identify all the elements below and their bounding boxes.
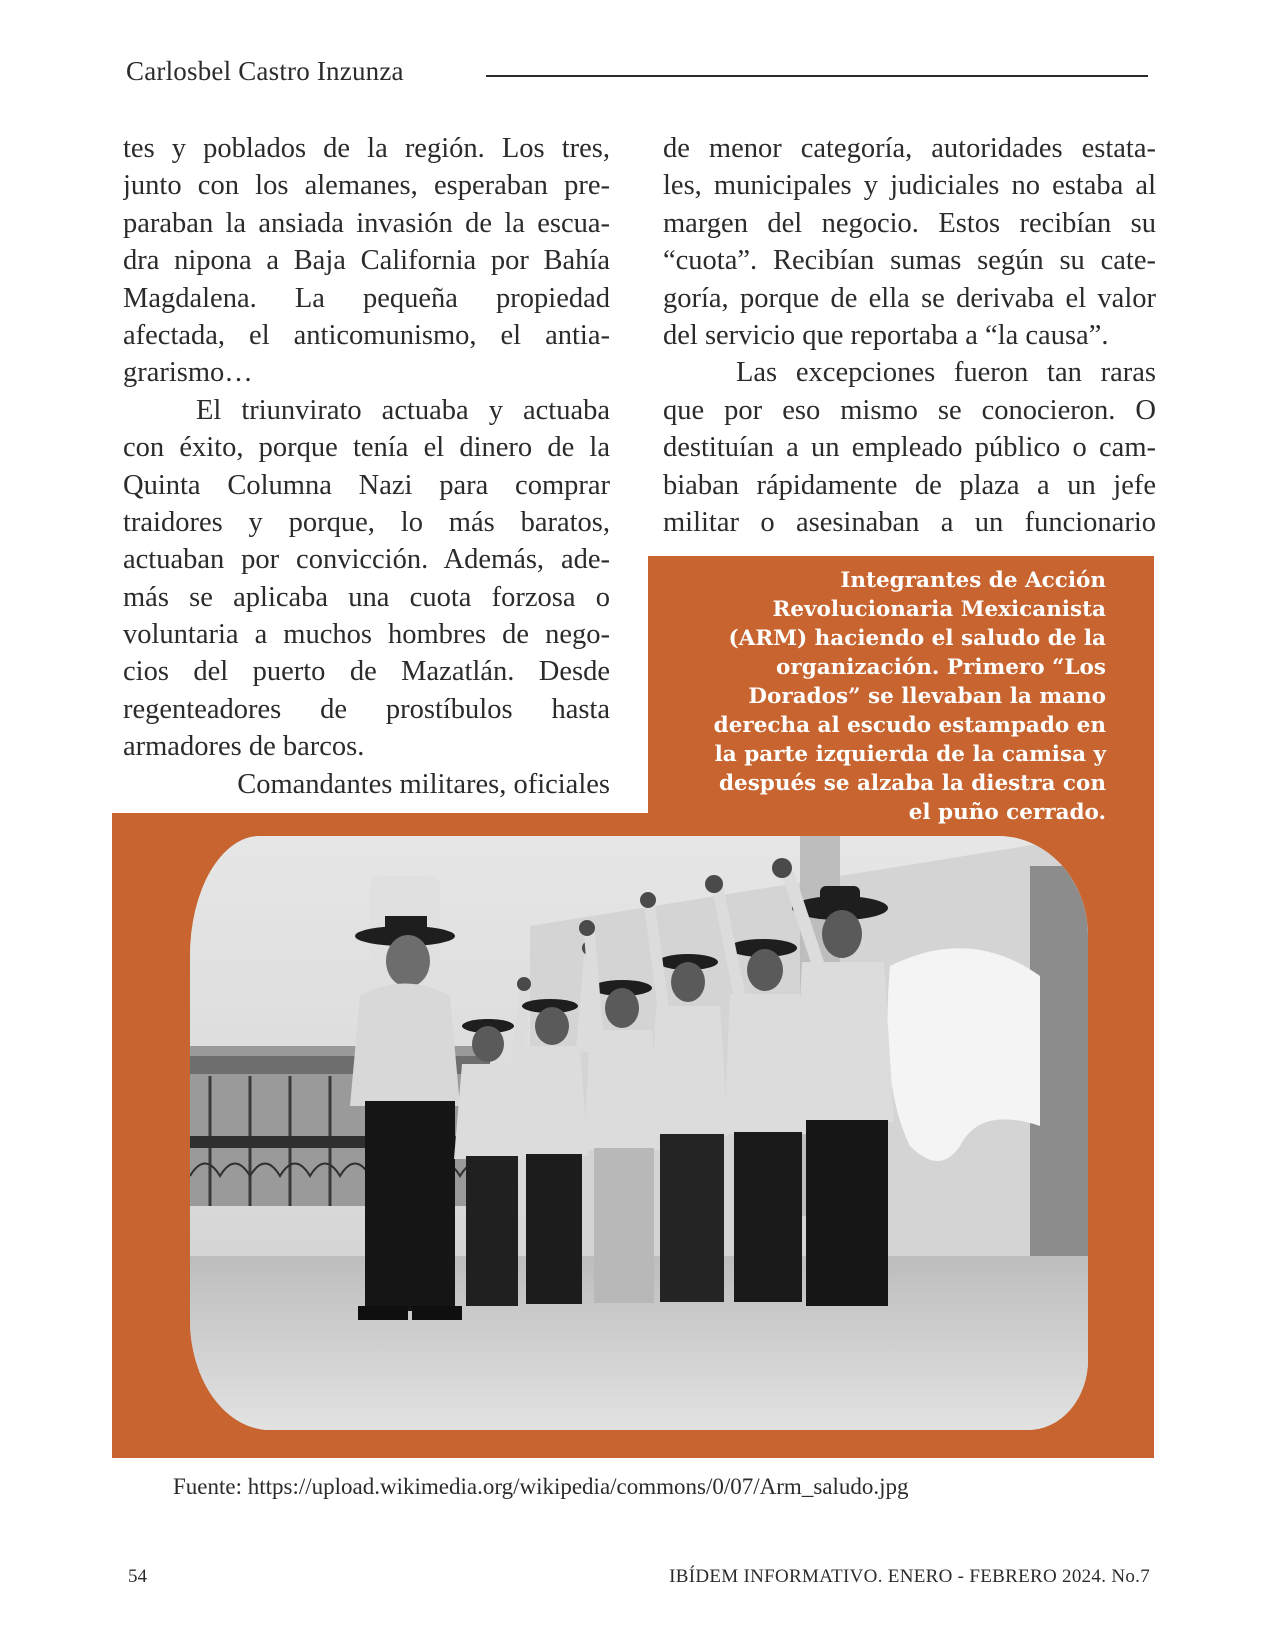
- text-line: con éxito, porque tenía el dinero de la: [123, 432, 610, 464]
- caption-line: (ARM) haciendo el saludo de la: [728, 626, 1106, 651]
- image-source: Fuente: https://upload.wikimedia.org/wikipedia/commons/0/07/Arm_saludo.jpg: [173, 1474, 909, 1499]
- text-line: biaban rápidamente de plaza a un jefe: [663, 469, 1156, 501]
- caption-line: organización. Primero “Los: [776, 655, 1106, 680]
- text-line: más se aplicaba una cuota forzosa o: [123, 581, 610, 613]
- text-line: de menor categoría, autoridades estata-: [663, 133, 1156, 164]
- historical-photo: [190, 836, 1088, 1430]
- text-line: traidores y porque, lo más baratos,: [123, 506, 610, 538]
- text-line: margen del negocio. Estos recibían su: [663, 207, 1156, 239]
- caption-line: Revolucionaria Mexicanista: [772, 597, 1106, 622]
- text-line: grarismo…: [123, 357, 253, 389]
- text-line: voluntaria a muchos hombres de nego-: [123, 619, 610, 651]
- text-line: armadores de barcos.: [123, 731, 365, 763]
- text-line: les, municipales y judiciales no estaba al: [663, 170, 1156, 202]
- text-line: paraban la ansiada invasión de la escua-: [123, 207, 610, 239]
- text-line: Quinta Columna Nazi para comprar: [123, 469, 610, 501]
- text-line: Las excepciones fueron tan raras: [736, 357, 1156, 389]
- caption-line: después se alzaba la diestra con: [718, 771, 1106, 796]
- photo-illustration: [190, 836, 1088, 1430]
- journal-title: IBÍDEM INFORMATIVO. ENERO - FEBRERO 2024. No.7: [669, 1566, 1150, 1587]
- text-line: cios del puerto de Mazatlán. Desde: [123, 656, 610, 688]
- text-line: que por eso mismo se conocieron. O: [663, 394, 1156, 426]
- text-line: militar o asesinaban a un funcionario: [663, 506, 1156, 538]
- text-line: destituían a un empleado público o cam-: [663, 432, 1156, 464]
- text-line: El triunvirato actuaba y actuaba: [196, 394, 610, 426]
- author-name: Carlosbel Castro Inzunza: [126, 56, 404, 86]
- text-line: “cuota”. Recibían sumas según su cate-: [663, 245, 1156, 277]
- caption-line: derecha al escudo estampado en: [713, 713, 1106, 738]
- text-line: Magdalena. La pequeña propiedad: [123, 282, 610, 314]
- caption-line: Integrantes de Acción: [840, 568, 1106, 593]
- caption-line: el puño cerrado.: [908, 800, 1106, 825]
- left-column: [123, 130, 610, 803]
- text-line: dra nipona a Baja California por Bahía: [123, 245, 610, 277]
- caption-line: Dorados” se llevaban la mano: [748, 684, 1106, 709]
- photo-caption: [660, 566, 1106, 827]
- caption-line: la parte izquierda de la camisa y: [714, 742, 1106, 767]
- text-line: actuaban por convicción. Además, ade-: [123, 544, 610, 576]
- text-line: regenteadores de prostíbulos hasta: [123, 693, 610, 725]
- text-line: Comandantes militares, oficiales: [237, 768, 610, 800]
- right-column: [663, 130, 1156, 541]
- text-line: junto con los alemanes, esperaban pre-: [123, 170, 610, 202]
- text-line: afectada, el anticomunismo, el antia-: [123, 319, 610, 351]
- text-line: tes y poblados de la región. Los tres,: [123, 133, 610, 164]
- text-line: del servicio que reportaba a “la causa”.: [663, 319, 1109, 351]
- page-number: 54: [128, 1566, 147, 1587]
- text-line: goría, porque de ella se derivaba el valor: [663, 282, 1156, 314]
- header-rule: [486, 75, 1148, 77]
